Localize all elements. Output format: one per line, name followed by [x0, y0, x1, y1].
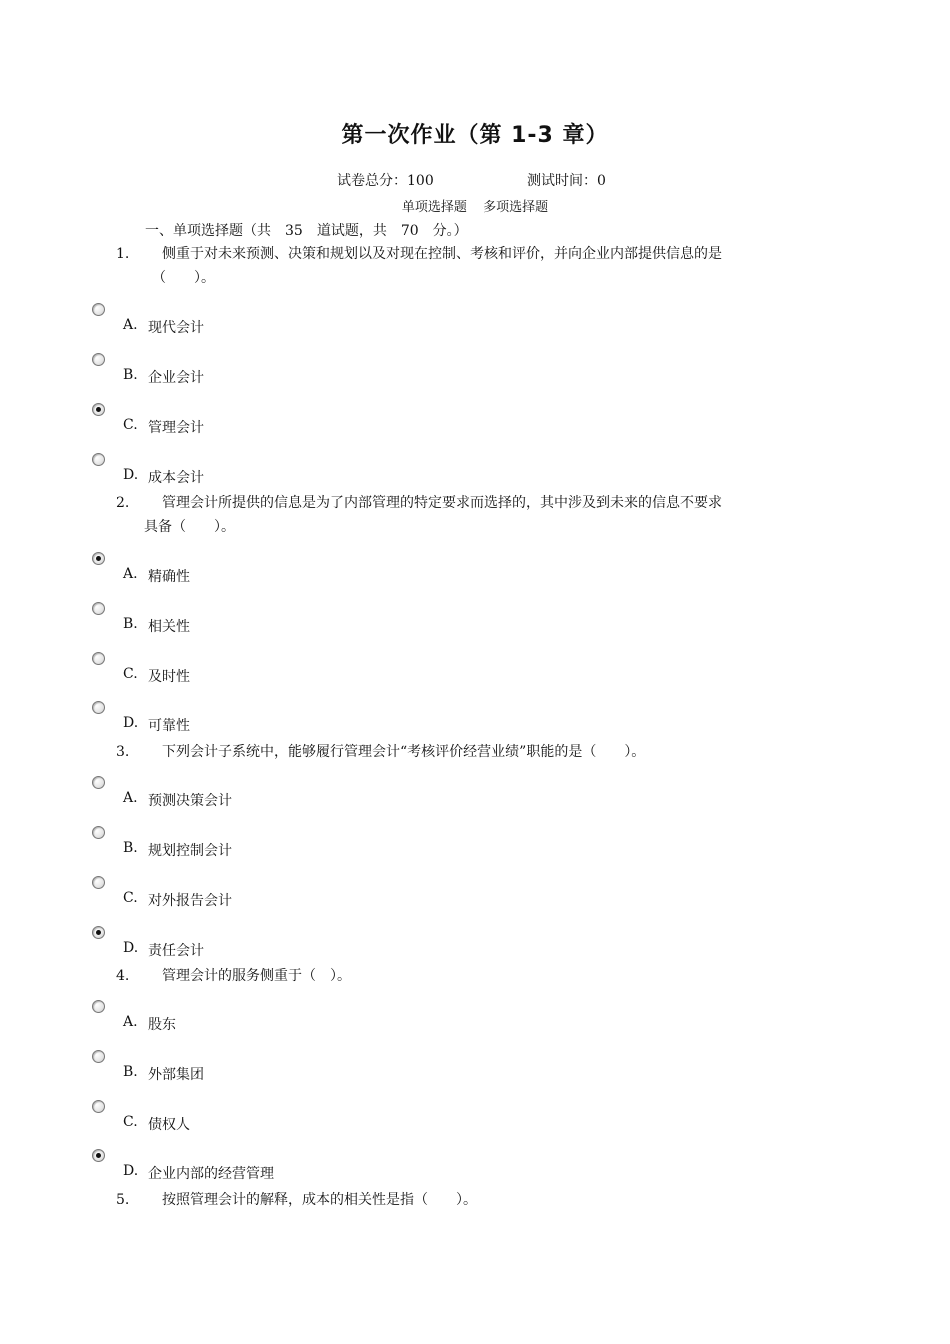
- radio-button-icon[interactable]: [92, 1100, 105, 1113]
- option-text: 现代会计: [148, 320, 204, 336]
- radio-button-icon[interactable]: [92, 353, 105, 366]
- question-number: 3.: [116, 744, 130, 760]
- radio-button-checked-icon[interactable]: [92, 403, 105, 416]
- question-stem-continued: 具备（ ）。: [144, 519, 235, 535]
- radio-button-icon[interactable]: [92, 453, 105, 466]
- option-letter: D.: [123, 467, 139, 483]
- option-text: 债权人: [148, 1117, 190, 1133]
- option-letter: A.: [123, 317, 138, 333]
- radio-button-checked-icon[interactable]: [92, 552, 105, 565]
- page-title: 第一次作业（第 1-3 章）: [341, 123, 609, 148]
- question-3: [116, 740, 816, 764]
- option-letter: D.: [123, 1163, 139, 1179]
- option-letter: A.: [123, 790, 138, 806]
- radio-button-checked-icon[interactable]: [92, 1149, 105, 1162]
- option-letter: C.: [123, 666, 138, 682]
- tab-multiple-choice[interactable]: 多项选择题: [483, 200, 549, 215]
- question-number: 4.: [116, 968, 130, 984]
- radio-button-icon[interactable]: [92, 303, 105, 316]
- test-time: 测试时间：0: [527, 173, 606, 189]
- option-letter: A.: [123, 566, 138, 582]
- radio-button-checked-icon[interactable]: [92, 926, 105, 939]
- question-stem: 下列会计子系统中，能够履行管理会计“考核评价经营业绩”职能的是（ ）。: [162, 744, 646, 760]
- radio-button-icon[interactable]: [92, 826, 105, 839]
- question-5: [116, 1188, 816, 1212]
- option-letter: C.: [123, 890, 138, 906]
- question-number: 5.: [116, 1192, 130, 1208]
- option-text: 精确性: [148, 569, 190, 585]
- option-letter: B.: [123, 367, 138, 383]
- option-letter: D.: [123, 715, 139, 731]
- option-text: 股东: [148, 1017, 176, 1033]
- option-letter: B.: [123, 1064, 138, 1080]
- question-stem: 管理会计的服务侧重于（ ）。: [162, 968, 351, 984]
- option-letter: B.: [123, 616, 138, 632]
- question-type-tabs: [0, 196, 950, 215]
- question-number: 2.: [116, 495, 130, 511]
- radio-button-icon[interactable]: [92, 876, 105, 889]
- option-text: 责任会计: [148, 943, 204, 959]
- question-stem: 侧重于对未来预测、决策和规划以及对现在控制、考核和评价，并向企业内部提供信息的是: [162, 246, 722, 262]
- radio-button-icon[interactable]: [92, 776, 105, 789]
- option-text: 企业会计: [148, 370, 204, 386]
- total-score: 试卷总分：100: [337, 173, 434, 189]
- radio-button-icon[interactable]: [92, 602, 105, 615]
- option-letter: B.: [123, 840, 138, 856]
- question-stem: 按照管理会计的解释，成本的相关性是指（ ）。: [162, 1192, 477, 1208]
- question-2: [116, 491, 816, 539]
- option-text: 企业内部的经营管理: [148, 1166, 274, 1182]
- tab-single-choice[interactable]: 单项选择题: [401, 200, 467, 215]
- option-text: 相关性: [148, 619, 190, 635]
- option-text: 及时性: [148, 669, 190, 685]
- option-text: 外部集团: [148, 1067, 204, 1083]
- option-text: 可靠性: [148, 718, 190, 734]
- option-letter: C.: [123, 417, 138, 433]
- question-stem-continued: （ ）。: [152, 270, 215, 286]
- option-text: 规划控制会计: [148, 843, 232, 859]
- option-letter: D.: [123, 940, 139, 956]
- option-letter: A.: [123, 1014, 138, 1030]
- option-text: 成本会计: [148, 470, 204, 486]
- question-number: 1.: [116, 246, 130, 262]
- option-text: 预测决策会计: [148, 793, 232, 809]
- exam-meta: [337, 170, 606, 190]
- question-4: [116, 964, 816, 988]
- question-stem: 管理会计所提供的信息是为了内部管理的特定要求而选择的，其中涉及到未来的信息不要求: [162, 495, 722, 511]
- question-1: [116, 242, 816, 290]
- section-heading: 一、单项选择题（共 35 道试题，共 70 分。）: [145, 223, 468, 239]
- option-text: 对外报告会计: [148, 893, 232, 909]
- option-letter: C.: [123, 1114, 138, 1130]
- radio-button-icon[interactable]: [92, 1000, 105, 1013]
- radio-button-icon[interactable]: [92, 701, 105, 714]
- option-text: 管理会计: [148, 420, 204, 436]
- radio-button-icon[interactable]: [92, 1050, 105, 1063]
- radio-button-icon[interactable]: [92, 652, 105, 665]
